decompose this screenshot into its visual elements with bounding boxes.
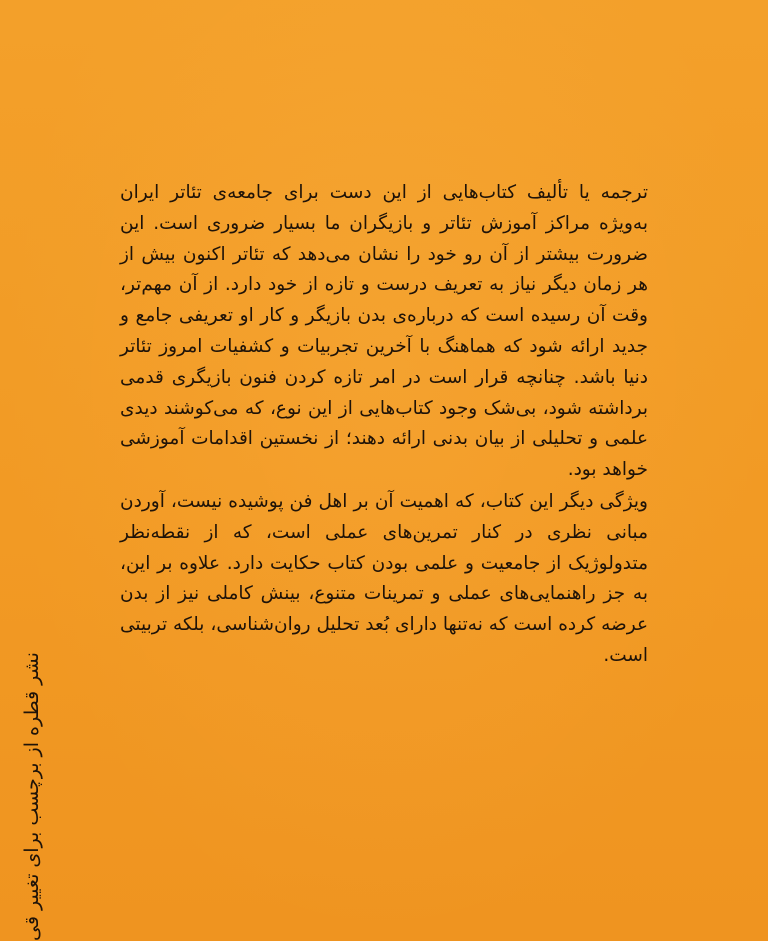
blurb-paragraph-2: ویژگی دیگر این کتاب، که اهمیت آن بر اهل فن پوشیده نیست، آوردن مبانی نظری در کنار تمرین‌های عملی است، که از نقطه‌نظر متدولوژیک از جامعیت و علمی بودن کتاب حکایت دارد. علاوه بر این، به جز راهنمایی‌های عملی و تمرینات متنوع، بینش کاملی نیز از بدن عرضه کرده است که نه‌تنها دارای بُعد تحلیل روان‌شناسی، بلکه تربیتی است. [120, 490, 648, 666]
back-cover-blurb [120, 178, 648, 672]
blurb-paragraph-1: ترجمه یا تألیف کتاب‌هایی از این دست برای جامعه‌ی تئاتر ایران به‌ویژه مراکز آموزش تئاتر و بازیگران ما بسیار ضروری است. این ضرورت بیشتر از آن رو خود را نشان می‌دهد که تئاتر اکنون بیش از هر زمان دیگر نیاز به تعریف درست و تازه از خود دارد. از آن مهم‌تر، وقت آن رسیده است که درباره‌ی بدن بازیگر و کار او تعریفی جامع و جدید ارائه شود که هماهنگ با آخرین تجربیات و کشفیات امروز تئاتر دنیا باشد. چنانچه قرار است در امر تازه کردن فنون بازیگری قدمی برداشته شود، بی‌شک وجود کتاب‌هایی از این نوع، که می‌کوشند دیدی علمی و تحلیلی از بیان بدنی ارائه دهند؛ از نخستین اقدامات آموزشی خواهد بود. [120, 182, 648, 481]
publisher-note-vertical: نشر قطره از برچسب برای تغییر قی [21, 652, 43, 941]
